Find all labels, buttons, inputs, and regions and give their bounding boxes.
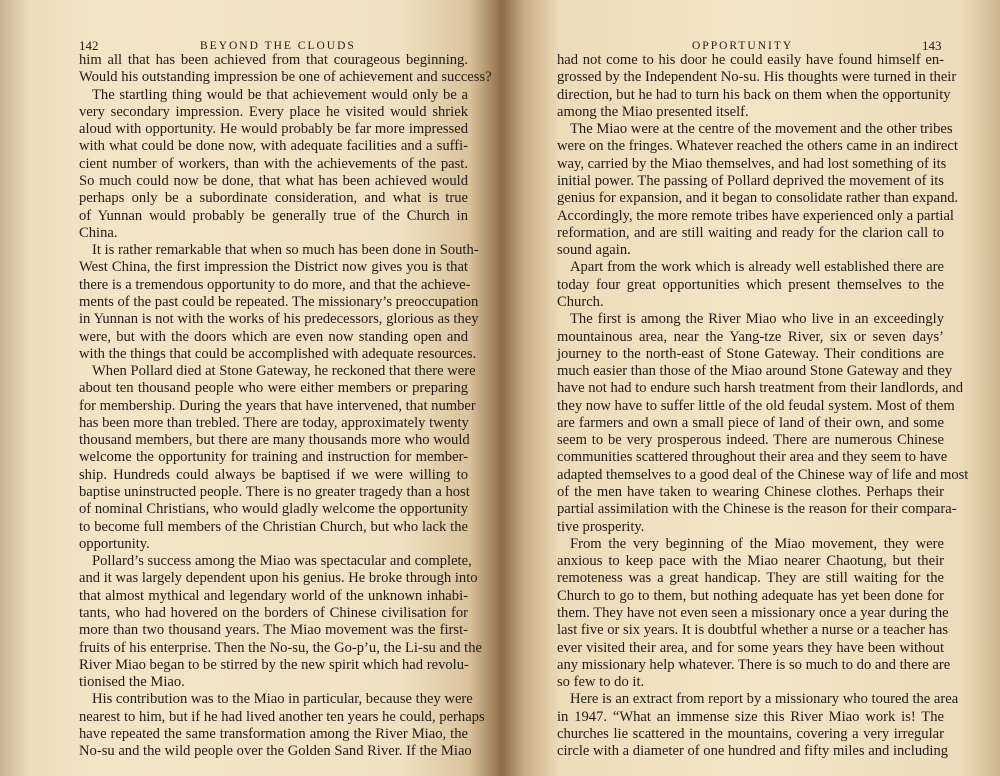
text-line: are farmers and own a small piece of land of their own, and some xyxy=(557,414,944,431)
text-line: grossed by the Independent No-su. His thoughts were turned in their xyxy=(557,69,957,86)
text-line: aloud with opportunity. He would probably be far more impressed xyxy=(79,121,468,138)
paragraph xyxy=(557,52,957,121)
right-page xyxy=(508,0,1000,776)
paragraph xyxy=(79,553,482,691)
text-line: It is rather remarkable that when so much has been done in South- xyxy=(92,242,479,259)
text-line: No-su and the wild people over the Golden Sand River. If the Miao xyxy=(79,743,472,760)
text-line: Church. xyxy=(557,293,604,310)
text-line: remoteness was a great handicap. They are still waiting for the xyxy=(557,570,944,587)
text-line: communities scattered throughout their area and they seem to have xyxy=(557,449,948,466)
text-line: initial power. The passing of Pollard deprived the movement of its xyxy=(557,172,944,189)
text-line: The Miao were at the centre of the movement and the other tribes xyxy=(570,121,953,138)
text-line: Apart from the work which is already well established there are xyxy=(570,259,944,276)
text-line: today four great opportunities which present themselves to the xyxy=(557,276,944,293)
text-line: tive prosperity. xyxy=(557,518,645,535)
text-line: last five or six years. It is doubtful whether a nurse or a teacher has xyxy=(557,622,949,639)
text-line: tants, who had hovered on the borders of Chinese civilisation for xyxy=(79,605,468,621)
running-head: BEYOND THE CLOUDS xyxy=(200,40,356,52)
text-line: were, but with the doors which are even now standing open and xyxy=(79,328,468,345)
text-line: genius for expansion, and it began to consolidate rather than expand. xyxy=(557,190,959,207)
page-body xyxy=(79,52,492,761)
text-line: with the things that could be accomplished with adequate resources. xyxy=(79,345,477,362)
text-line: baptise uninstructed people. There is no greater tragedy than a host xyxy=(79,484,470,501)
text-line: thousand members, but there are many thousands more who would xyxy=(79,432,470,449)
text-line: West China, the first impression the District now gives you is that xyxy=(79,259,468,276)
text-line: opportunity. xyxy=(79,535,150,552)
text-line: Pollard’s success among the Miao was spectacular and complete, xyxy=(92,553,472,570)
paragraph xyxy=(557,691,959,760)
text-line: them. They have not even seen a missionary once a year during the xyxy=(557,605,949,621)
text-line: to become full members of the Christian Church, but who lack the xyxy=(79,518,468,535)
text-line: in 1947. “What an immense size this River Miao work is! The xyxy=(557,708,944,725)
text-line: seem to be very prosperous indeed. There are numerous Chinese xyxy=(557,432,944,449)
text-line: sound again. xyxy=(557,242,631,259)
text-line: River Miao began to be stirred by the new spirit which had revolu- xyxy=(79,656,469,673)
text-line: have not had to endure such harsh treatment from their landlords, and xyxy=(557,380,964,397)
left-page xyxy=(0,0,492,776)
text-line: churches lie scattered in the mountains, covering a very irregular xyxy=(557,725,944,742)
text-line: much easier than those of the Miao around Stone Gateway and they xyxy=(557,363,953,380)
text-line: adapted themselves to a good deal of the Chinese way of life and most xyxy=(557,466,969,483)
text-line: Here is an extract from report by a missionary who toured the area xyxy=(570,691,959,708)
text-line: for membership. During the years that have intervened, that number xyxy=(79,397,476,414)
paragraph xyxy=(79,52,492,87)
text-line: in Yunnan is not with the works of his predecessors, glorious as they xyxy=(79,311,479,328)
text-line: nearest to him, but if he had lived another ten years he could, perhaps xyxy=(79,708,485,725)
paragraph xyxy=(79,87,468,243)
text-line: mountainous area, near the Yang-tze River, six or seven days’ xyxy=(557,328,944,345)
paragraph xyxy=(79,242,479,363)
text-line: him all that has been achieved from that courageous beginning. xyxy=(79,52,468,68)
text-line: circle with a diameter of one hundred and fifty miles and including xyxy=(557,743,949,760)
text-line: Accordingly, the more remote tribes have experienced only a partial xyxy=(557,207,954,224)
paragraph xyxy=(79,691,485,760)
text-line: have repeated the same transformation among the River Miao, the xyxy=(79,725,468,742)
paragraph xyxy=(557,311,969,536)
text-line: ments of the past could be repeated. The missionary’s preoccupation xyxy=(79,293,479,310)
text-line: journey to the north-east of Stone Gateway. Their conditions are xyxy=(557,345,944,362)
text-line: China. xyxy=(79,224,118,241)
text-line: any missionary help whatever. There is so much to do and there are xyxy=(557,656,951,673)
text-line: reformation, and are still waiting and ready for the clarion call to xyxy=(557,224,944,241)
text-line: fruits of his enterprise. Then the No-su, the Go-p’u, the Li-su and the xyxy=(79,639,482,656)
text-line: that almost mythical and legendary world of the unknown inhabi- xyxy=(79,587,468,604)
text-line: Church to go to them, but nothing adequate has yet been done for xyxy=(557,587,944,604)
text-line: they now have to suffer little of the old feudal system. Most of them xyxy=(557,397,955,414)
text-line: with what could be done now, with adequate facilities and a suffi- xyxy=(79,138,468,155)
page-number: 143 xyxy=(922,38,942,53)
paragraph xyxy=(557,535,951,692)
text-line: there is a tremendous opportunity to do more, and that the achieve- xyxy=(79,276,471,293)
text-line: The startling thing would be that achievement would only be a xyxy=(92,86,468,103)
text-line: When Pollard died at Stone Gateway, he reckoned that there were xyxy=(92,363,476,380)
text-line: perhaps only be a subordinate consideration, and what is true xyxy=(79,190,468,207)
running-head: OPPORTUNITY xyxy=(692,40,794,52)
text-line: anxious to keep pace with the Miao nearer Chaotung, but their xyxy=(557,553,944,570)
text-line: of the men have taken to wearing Chinese clothes. Perhaps their xyxy=(557,484,944,501)
text-line: partial assimilation with the Chinese is the reason for their compara- xyxy=(557,501,957,518)
text-line: So much could now be done, that what has been achieved would xyxy=(79,172,468,189)
text-line: among the Miao presented itself. xyxy=(557,103,749,120)
text-line: so few to do it. xyxy=(557,674,645,691)
text-line: had not come to his door he could easily have found himself en- xyxy=(557,52,944,68)
text-line: ever visited their area, and for some years they have been without xyxy=(557,639,944,656)
text-line: From the very beginning of the Miao movement, they were xyxy=(570,535,944,552)
text-line: welcome the opportunity for training and instruction for member- xyxy=(79,449,468,466)
text-line: more than two thousand years. The Miao movement was the first- xyxy=(79,622,468,639)
text-line: very secondary impression. Every place he visited would shriek xyxy=(79,103,468,120)
text-line: were on the fringes. Whatever reached the others came in an indirect xyxy=(557,138,958,155)
text-line: way, carried by the Miao themselves, and had lost something of its xyxy=(557,155,947,172)
text-line: The first is among the River Miao who live in an exceedingly xyxy=(570,311,944,328)
text-line: of nominal Christians, who would gladly welcome the opportunity xyxy=(79,501,468,518)
paragraph xyxy=(557,121,959,259)
text-line: and it was largely dependent upon his genius. He broke through into xyxy=(79,570,478,587)
text-line: direction, but he had to turn his back on them when the opportunity xyxy=(557,86,951,103)
text-line: ship. Hundreds could always be baptised if we were willing to xyxy=(79,466,468,483)
paragraph xyxy=(557,259,944,311)
text-line: about ten thousand people who were either members or preparing xyxy=(79,380,468,397)
paragraph xyxy=(79,363,476,553)
text-line: Would his outstanding impression be one of achievement and success? xyxy=(79,69,492,86)
text-line: has been more than trebled. There are today, approximately twenty xyxy=(79,414,469,431)
text-line: of Yunnan would probably be generally true of the Church in xyxy=(79,207,468,224)
page-body xyxy=(557,52,969,761)
text-line: tionised the Miao. xyxy=(79,674,185,691)
page-number: 142 xyxy=(79,38,99,53)
text-line: cient number of workers, than with the achievements of the past. xyxy=(79,155,468,172)
text-line: His contribution was to the Miao in particular, because they were xyxy=(92,691,473,708)
